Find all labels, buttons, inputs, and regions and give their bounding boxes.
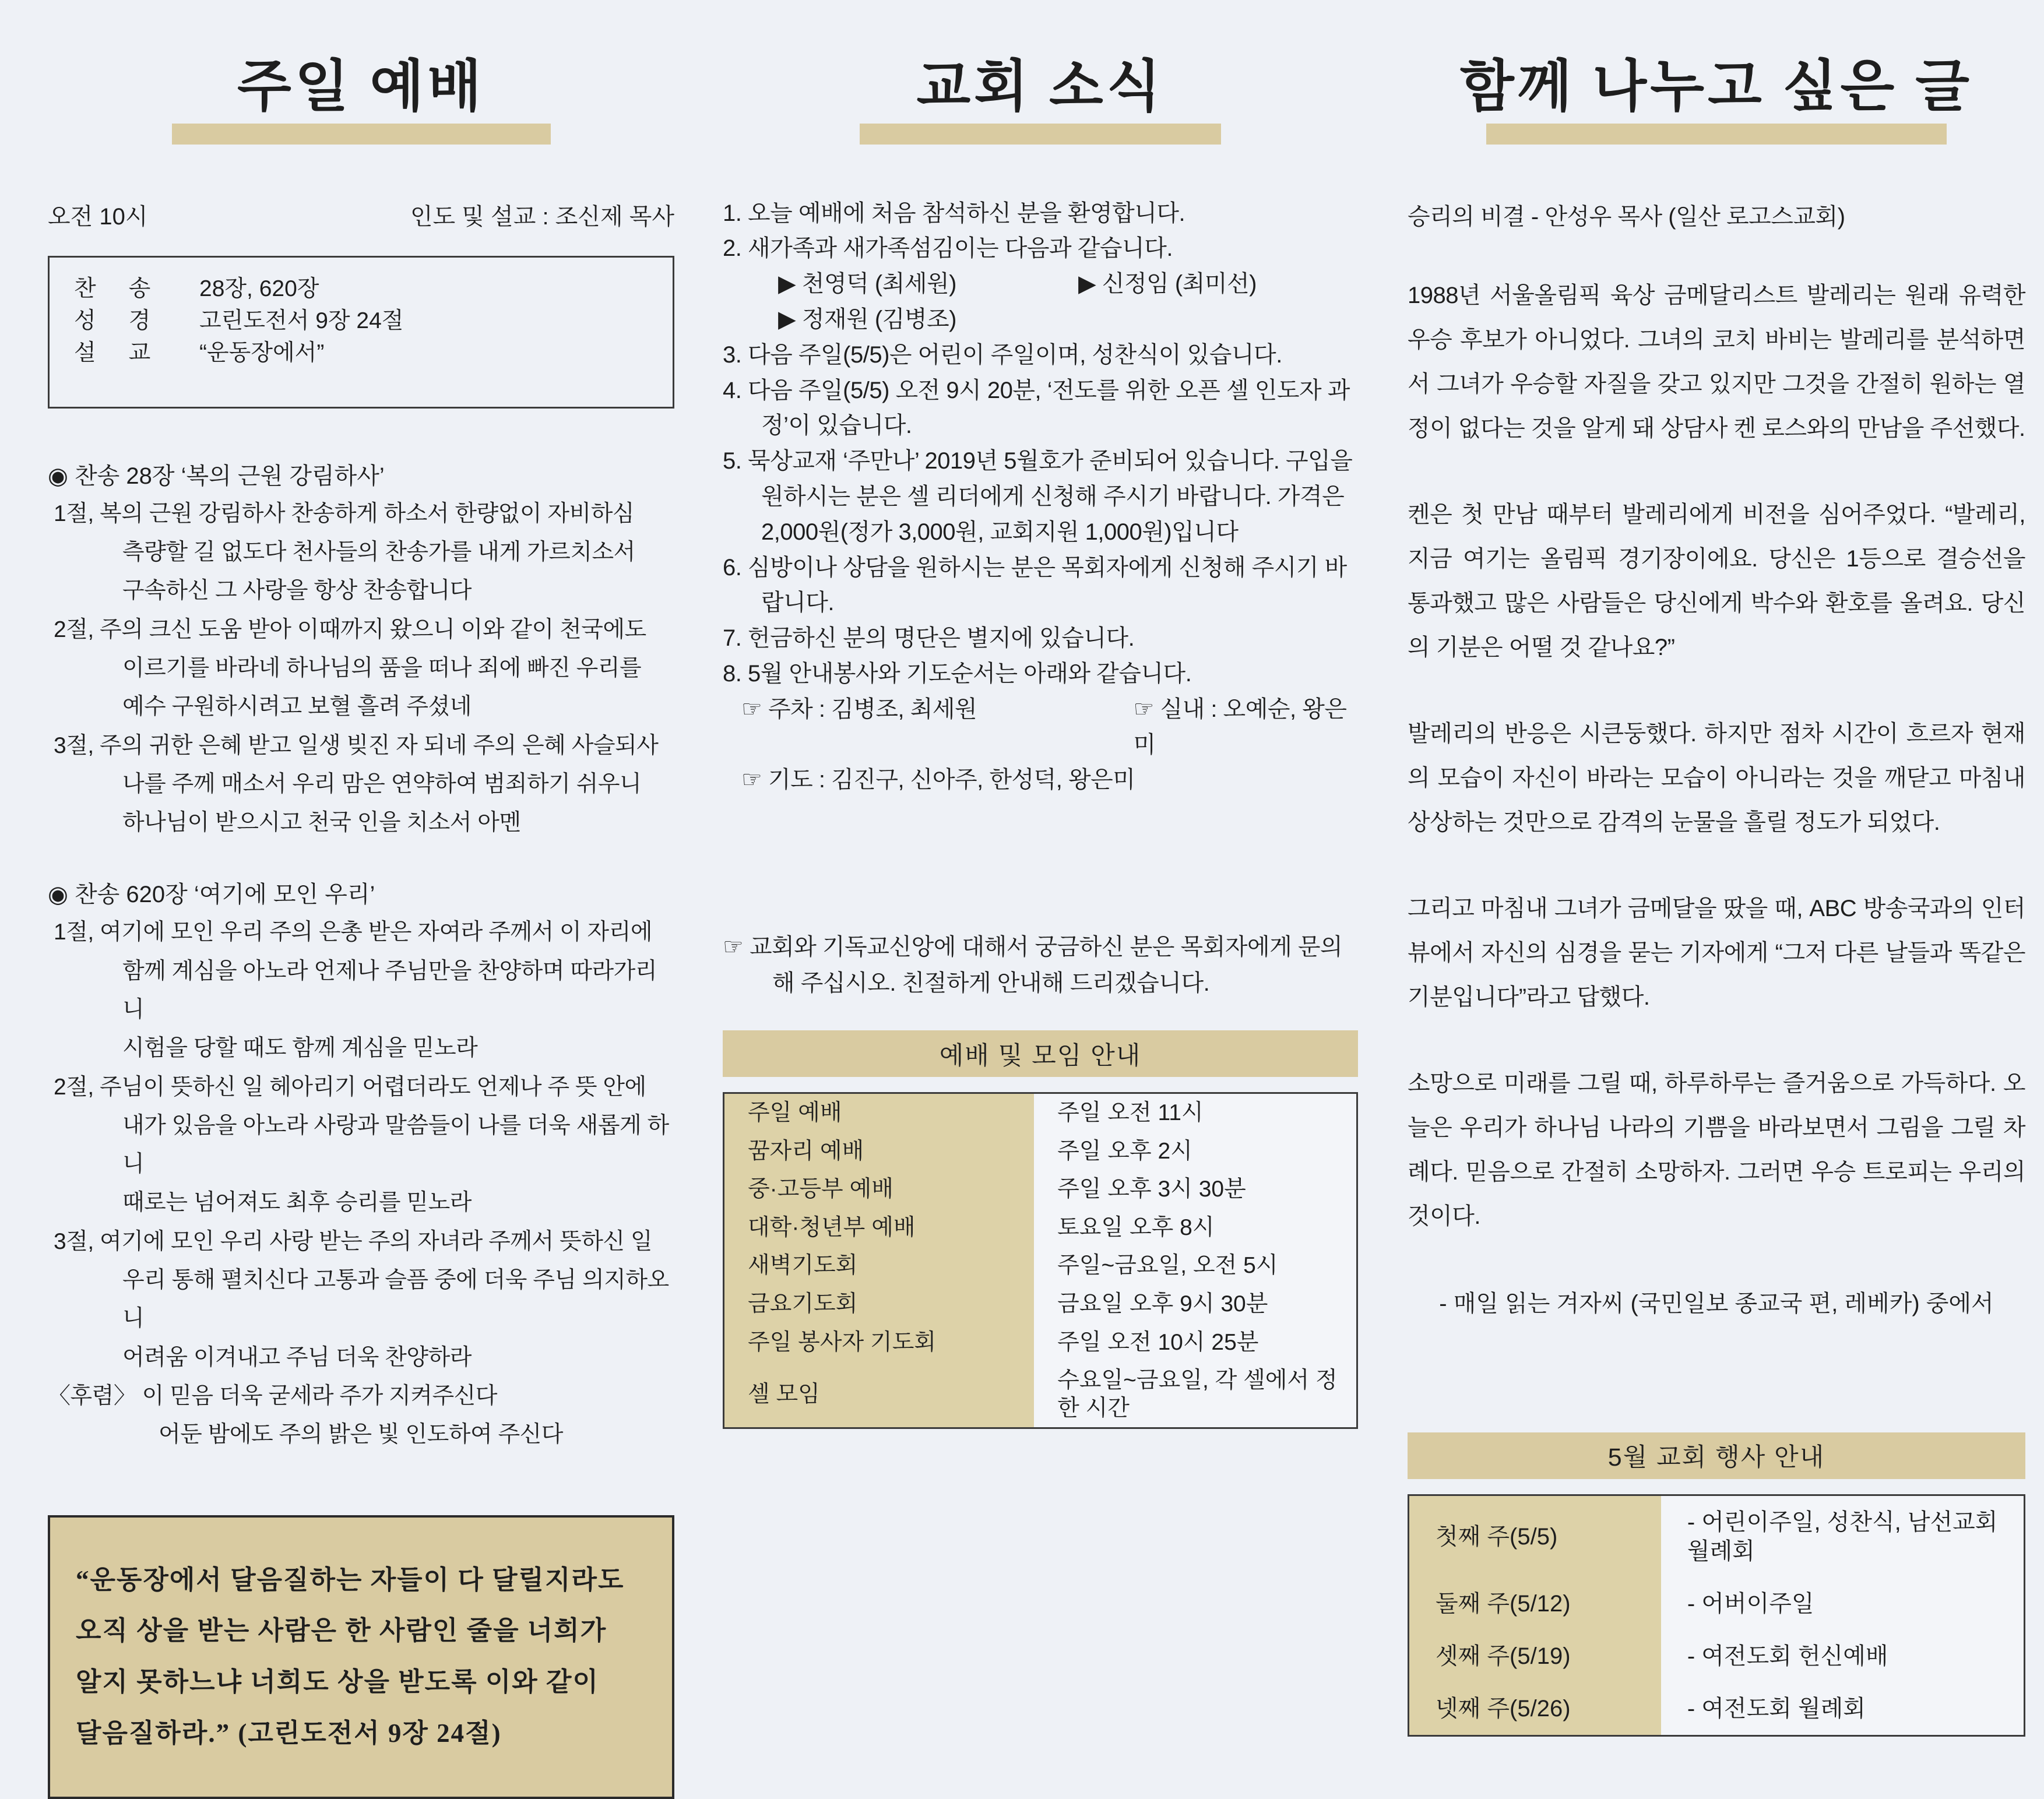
news-column — [723, 0, 1358, 1429]
table-row — [724, 1361, 1357, 1428]
hymn-line: 어려움 이겨내고 주님 더욱 찬양하라 — [122, 1344, 472, 1370]
duty-row — [723, 692, 1358, 763]
service-header — [48, 198, 674, 231]
quote-line: 달음질하라.” (고린도전서 9장 24절) — [76, 1718, 502, 1748]
hymn2-heading: ◉ 찬송 620장 ‘여기에 모인 우리’ — [48, 882, 375, 908]
article-title-underline — [1486, 124, 1947, 145]
hymn-line: 우리 통해 펼치신다 고통과 슬픔 중에 더욱 주님 의지하오니 — [122, 1268, 669, 1332]
table-row — [724, 1285, 1357, 1323]
announcement-item: 6. 심방이나 상담을 원하시는 분은 목회자에게 신청해 주시기 바랍니다. — [723, 554, 1347, 616]
news-title-underline — [860, 124, 1221, 145]
schedule-name: 꿈자리 예배 — [724, 1132, 1035, 1171]
announcement-item: 8. 5월 안내봉사와 기도순서는 아래와 같습니다. — [723, 660, 1192, 686]
schedule-time: 주일 오전 11시 — [1034, 1093, 1357, 1132]
duty-entry: ☞ 실내 : 오예순, 왕은미 — [1133, 696, 1347, 758]
hymn1-lyrics — [48, 495, 674, 843]
event-desc: - 여전도회 헌신예배 — [1661, 1630, 2025, 1682]
service-label: 성경 — [74, 308, 184, 333]
service-row-scripture — [74, 305, 661, 337]
hymn2-lyrics — [48, 913, 674, 1454]
hymn-line: 측량할 길 없도다 천사들의 찬송가를 내게 가르치소서 — [122, 540, 635, 565]
service-value: 고린도전서 9장 24절 — [199, 308, 404, 333]
event-week: 넷째 주(5/26) — [1409, 1682, 1661, 1736]
new-family-entry: ▶ 정재원 (김병조) — [778, 306, 956, 332]
table-row — [724, 1247, 1357, 1285]
new-family-entry: ▶ 신정임 (최미선) — [1078, 271, 1257, 297]
worship-column — [48, 0, 674, 1799]
announcement-item: 4. 다음 주일(5/5) 오전 9시 20분, ‘전도를 위한 오픈 셀 인도자 과정’이 있습니다. — [723, 377, 1350, 439]
article-paragraph: 그리고 마침내 그녀가 금메달을 땄을 때, ABC 방송국과의 인터뷰에서 자신의 심경을 묻는 기자에게 “그저 다른 날들과 똑같은 기분입니다”라고 답했다. — [1408, 895, 2025, 1010]
service-leader: 인도 및 설교 : 조신제 목사 — [410, 203, 674, 230]
hymn-line: 3절, 여기에 모인 우리 사랑 받는 주의 자녀라 주께서 뜻하신 일 — [54, 1228, 653, 1254]
hymn-line: 나를 주께 매소서 우리 맘은 연약하여 범죄하기 쉬우니 — [122, 771, 642, 797]
schedule-name: 주일 봉사자 기도회 — [724, 1323, 1035, 1362]
schedule-name: 주일 예배 — [724, 1093, 1035, 1132]
duty-entry: ☞ 주차 : 김병조, 최세원 — [741, 696, 977, 722]
worship-title: 주일 예배 — [237, 55, 485, 118]
article-column — [1408, 0, 2025, 1737]
news-title: 교회 소식 — [916, 55, 1165, 118]
schedule-name: 금요기도회 — [724, 1285, 1035, 1323]
events-header-bar — [1408, 1432, 2025, 1479]
service-row-sermon — [74, 337, 661, 369]
monthly-events-table — [1408, 1494, 2025, 1737]
schedule-time: 주일~금요일, 오전 5시 — [1034, 1247, 1357, 1285]
hymn-line: 함께 계심을 아노라 언제나 주님만을 찬양하며 따라가리니 — [122, 958, 657, 1022]
event-desc: - 어린이주일, 성찬식, 남선교회 월례회 — [1661, 1495, 2025, 1578]
table-row — [1409, 1578, 2025, 1630]
event-week: 첫째 주(5/5) — [1409, 1495, 1661, 1578]
hymn-line: 하나님이 받으시고 천국 인을 치소서 아멘 — [122, 810, 521, 836]
hymn-line: 구속하신 그 사랑을 항상 찬송합니다 — [122, 578, 472, 604]
quote-line: 알지 못하느냐 너희도 상을 받도록 이와 같이 — [76, 1667, 599, 1697]
schedule-header-text: 예배 및 모임 안내 — [939, 1041, 1142, 1070]
worship-title-underline — [172, 124, 551, 145]
service-value: “운동장에서” — [199, 340, 325, 366]
announcement-item: 3. 다음 주일(5/5)은 어린이 주일이며, 성찬식이 있습니다. — [723, 342, 1282, 368]
inquiry-note: ☞ 교회와 기독교신앙에 대해서 궁금하신 분은 목회자에게 문의해 주십시오. 친절하게 안내해 드리겠습니다. — [723, 934, 1343, 997]
schedule-time: 토요일 오후 8시 — [1034, 1209, 1357, 1247]
schedule-time: 주일 오전 10시 25분 — [1034, 1323, 1357, 1362]
announcement-item: 1. 오늘 예배에 처음 참석하신 분을 환영합니다. — [723, 200, 1185, 226]
table-row — [724, 1132, 1357, 1171]
hymn-line: 시험을 당할 때도 함께 계심을 믿노라 — [122, 1036, 478, 1061]
hymn-line: 3절, 주의 귀한 은혜 받고 일생 빚진 자 되네 주의 은혜 사슬되사 — [54, 733, 659, 758]
article-paragraph: 1988년 서울올림픽 육상 금메달리스트 발레리는 원래 유력한 우승 후보가 아니었다. 그녀의 코치 바비는 발레리를 분석하면서 그녀가 우승할 자질을 갖고 있지만 그것을 간절히 원하는 열정이 없다는 것을 알게 돼 상담사 켄 로스와의 만남을 주선했다. — [1408, 282, 2025, 441]
table-row — [724, 1170, 1357, 1209]
announcement-item: 5. 묵상교재 ‘주만나’ 2019년 5월호가 준비되어 있습니다. 구입을 원하시는 분은 셀 리더에게 신청해 주시기 바랍니다. 가격은 2,000원(정가 3,000원, 교회지원 1,000원)입니다 — [723, 448, 1353, 545]
new-family-row — [723, 302, 1358, 337]
new-family-entry: ▶ 천영덕 (최세원) — [778, 271, 956, 297]
service-row-hymn — [74, 273, 661, 305]
schedule-name: 대학·청년부 예배 — [724, 1209, 1035, 1247]
schedule-time: 수요일~금요일, 각 셀에서 정한 시간 — [1034, 1361, 1357, 1428]
table-row — [1409, 1682, 2025, 1736]
schedule-name: 새벽기도회 — [724, 1247, 1035, 1285]
table-row — [724, 1323, 1357, 1362]
hymn-line: 2절, 주님이 뜻하신 일 헤아리기 어렵더라도 언제나 주 뜻 안에 — [54, 1074, 646, 1100]
hymn1-heading: ◉ 찬송 28장 ‘복의 근원 강림하사’ — [48, 463, 385, 489]
article-title: 함께 나누고 싶은 글 — [1460, 55, 1973, 118]
service-time: 오전 10시 — [48, 203, 148, 230]
hymn-line: 때로는 넘어져도 최후 승리를 믿노라 — [122, 1190, 472, 1216]
sermon-verse-quote-box — [48, 1515, 674, 1799]
event-week: 셋째 주(5/19) — [1409, 1630, 1661, 1682]
schedule-header-bar — [723, 1030, 1358, 1077]
hymn-line: 1절, 여기에 모인 우리 주의 은총 받은 자여라 주께서 이 자리에 — [54, 920, 653, 945]
article-byline: 승리의 비결 - 안성우 목사 (일산 로고스교회) — [1408, 203, 1845, 230]
service-label: 찬송 — [74, 276, 184, 301]
hymn-line: 1절, 복의 근원 강림하사 찬송하게 하소서 한량없이 자비하심 — [54, 501, 635, 526]
hymn-line: 이르기를 바라네 하나님의 품을 떠나 죄에 빠진 우리를 — [122, 655, 642, 681]
events-header-text: 5월 교회 행사 안내 — [1607, 1444, 1825, 1472]
quote-line: 오직 상을 받는 사람은 한 사람인 줄을 너희가 — [76, 1616, 607, 1646]
schedule-time: 금요일 오후 9시 30분 — [1034, 1285, 1357, 1323]
duty-row — [723, 762, 1358, 798]
refrain-line: 어둔 밤에도 주의 밝은 빛 인도하여 주신다 — [159, 1422, 563, 1448]
article-paragraph: 켄은 첫 만남 때부터 발레리에게 비전을 심어주었다. “발레리, 지금 여기는 올림픽 경기장이에요. 당신은 1등으로 결승선을 통과했고 많은 사람들은 당신에게 박수와 환호를 올려요. 당신의 기분은 어떨 것 같나요?” — [1408, 501, 2025, 660]
service-label: 설교 — [74, 340, 184, 366]
article-paragraph: 발레리의 반응은 시큰둥했다. 하지만 점차 시간이 흐르자 현재의 모습이 자신이 바라는 모습이 아니라는 것을 깨닫고 마침내 상상하는 것만으로 감격의 눈물을 흘릴 정도가 되었다. — [1408, 720, 2025, 835]
hymn-line: 2절, 주의 크신 도움 받아 이때까지 왔으니 이와 같이 천국에도 — [54, 617, 646, 642]
event-desc: - 어버이주일 — [1661, 1578, 2025, 1630]
hymn-line: 내가 있음을 아노라 사랑과 말씀들이 나를 더욱 새롭게 하니 — [122, 1113, 669, 1177]
quote-line: “운동장에서 달음질하는 자들이 다 달릴지라도 — [76, 1565, 625, 1594]
table-row — [724, 1209, 1357, 1247]
service-value: 28장, 620장 — [199, 276, 319, 301]
service-info-box — [48, 256, 674, 409]
schedule-time: 주일 오후 3시 30분 — [1034, 1170, 1357, 1209]
announcement-item: 7. 헌금하신 분의 명단은 별지에 있습니다. — [723, 625, 1135, 652]
announcement-list — [723, 196, 1358, 798]
table-row — [1409, 1630, 2025, 1682]
hymn-line: 예수 구원하시려고 보혈 흘려 주셨네 — [122, 694, 472, 720]
new-family-row — [723, 266, 1358, 302]
article-attribution: - 매일 읽는 겨자씨 (국민일보 종교국 편, 레베카) 중에서 — [1439, 1290, 1994, 1316]
duty-entry: ☞ 기도 : 김진구, 신아주, 한성덕, 왕은미 — [741, 767, 1135, 793]
article-paragraph: 소망으로 미래를 그릴 때, 하루하루는 즐거움으로 가득하다. 오늘은 우리가 하나님 나라의 기쁨을 바라보면서 그림을 그릴 차례다. 믿음으로 간절히 소망하자. 그러면 우승 트로피는 우리의 것이다. — [1408, 1070, 2025, 1229]
table-row — [724, 1093, 1357, 1132]
table-row — [1409, 1495, 2025, 1578]
schedule-time: 주일 오후 2시 — [1034, 1132, 1357, 1171]
worship-schedule-table — [723, 1092, 1358, 1429]
article-body — [1408, 273, 2025, 1238]
event-week: 둘째 주(5/12) — [1409, 1578, 1661, 1630]
schedule-name: 중·고등부 예배 — [724, 1170, 1035, 1209]
refrain-line: 〈후렴〉 이 믿음 더욱 굳세라 주가 지켜주신다 — [48, 1383, 497, 1409]
announcement-item: 2. 새가족과 새가족섬김이는 다음과 같습니다. — [723, 235, 1173, 262]
schedule-name: 셀 모임 — [724, 1361, 1035, 1428]
event-desc: - 여전도회 월례회 — [1661, 1682, 2025, 1736]
